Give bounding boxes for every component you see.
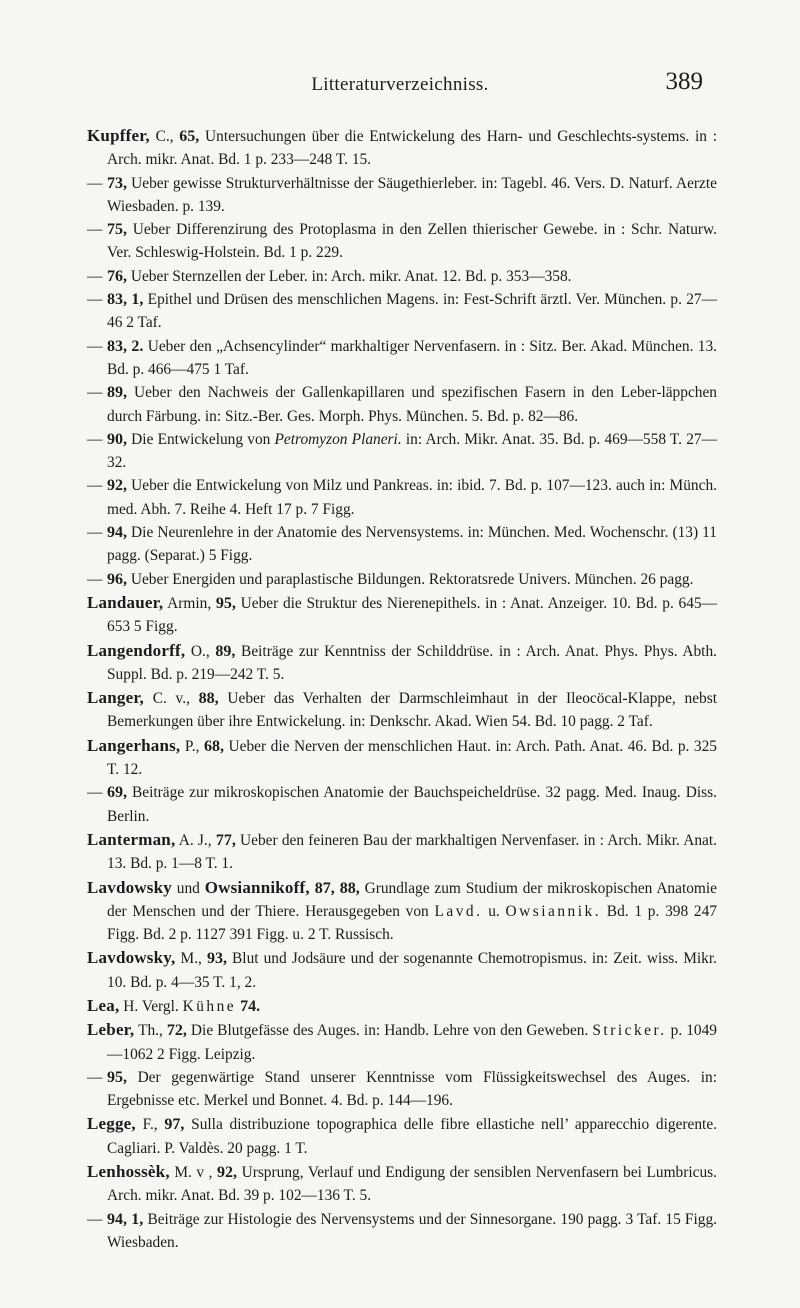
bibliography-list [87, 124, 717, 1254]
entry-text: Der gegenwärtige Stand unserer Kenntnisse vom Flüssigkeitswechsel des Auges. in: Ergebnisse etc. Merkel und Bonnet. 4. Bd. p. 144—196. [107, 1068, 717, 1110]
entry-text: Die Neurenlehre in der Anatomie des Nervensystems. in: München. Med. Wochenschr. (13) 11 pagg. (Separat.) 5 Figg. [107, 524, 717, 565]
page-number: 389 [665, 68, 703, 95]
entry-year: 92, [107, 477, 127, 495]
entry-year: 83, 2. [107, 337, 144, 355]
bibliography-entry [87, 568, 717, 591]
bibliography-entry [87, 521, 717, 568]
entry-text: Blut und Jodsäure und der sogenannte Chemotropismus. in: Zeit. wiss. Mikr. 10. Bd. p. 4—35 T. 1, 2. [107, 950, 717, 991]
entry-spaced-name: Lavd. [434, 902, 483, 920]
bibliography-entry [87, 288, 717, 335]
entry-text: Ueber den „Achsencylinder“ markhaltiger Nervenfasern. in : Sitz. Ber. Akad. München. 13. Bd. p. 466—475 1 Taf. [107, 337, 717, 378]
entry-text: Ursprung, Verlauf und Endigung der sensiblen Nervenfasern bei Lumbricus. Arch. mikr. Anat. Bd. 39 p. 102—136 T. 5. [107, 1164, 717, 1205]
entry-conjunction: und [171, 879, 205, 897]
entry-year: 92, [217, 1164, 238, 1182]
entry-spaced-name-2: Owsiannik. [505, 902, 602, 920]
bibliography-entry [87, 781, 717, 828]
entry-year: 75, [107, 221, 127, 239]
bibliography-entry [87, 828, 717, 876]
bibliography-entry [87, 474, 717, 521]
entry-author: Langerhans, [87, 735, 181, 755]
entry-author: Landauer, [87, 592, 164, 612]
entry-author: Kupffer, [87, 126, 150, 145]
bibliography-entry [87, 1066, 717, 1113]
ditto-dash: — [87, 477, 103, 495]
entry-text-cont: u. [482, 902, 506, 920]
entry-text: Ueber den feineren Bau der markhaltigen Nervenfaser. in : Arch. Mikr. Anat. 13. Bd. p. 1—8 T. 1. [107, 831, 717, 873]
entry-spaced-name: Kühne [182, 997, 237, 1015]
entry-initials: F., [135, 1116, 165, 1134]
ditto-dash: — [87, 267, 103, 285]
entry-year: 88, [198, 690, 219, 708]
entry-author: Langendorff, [87, 640, 186, 660]
entry-text: Grundlage zum Studium der mikroskopischen Anatomie der Menschen und der Thiere. Herausgegeben von [107, 879, 718, 920]
bibliography-entry [87, 265, 717, 288]
entry-initials: A. J., [175, 831, 216, 849]
running-title: Litteraturverzeichniss. [311, 74, 489, 95]
entry-italic-title: Petromyzon Planeri. [274, 430, 402, 448]
bibliography-entry [87, 381, 717, 428]
bibliography-entry [87, 124, 717, 172]
entry-text: Ueber Differenzirung des Protoplasma in den Zellen thierischer Gewebe. in : Schr. Naturw. Ver. Schleswig-Holstein. Bd. 1 p. 229. [107, 221, 717, 262]
entry-text: Beiträge zur Kenntniss der Schilddrüse. in : Arch. Anat. Phys. Phys. Abth. Suppl. Bd. p. 219—242 T. 5. [107, 642, 718, 683]
bibliography-entry [87, 1018, 717, 1066]
bibliography-entry [87, 639, 717, 687]
bibliography-entry [87, 1208, 717, 1255]
entry-text-end: Bd. 1 p. 398 247 Figg. Bd. 2 p. 1127 391 Figg. u. 2 T. Russisch. [107, 902, 717, 944]
entry-text: Untersuchungen über die Entwickelung des Harn- und Geschlechts-systems. in : Arch. mikr. Anat. Bd. 1 p. 233—248 T. 15. [107, 128, 718, 169]
bibliography-entry [87, 428, 717, 475]
entry-text: Ueber Energiden und paraplastische Bildungen. Rektoratsrede Univers. München. 26 pagg. [127, 570, 694, 588]
entry-text: Ueber den Nachweis der Gallenkapillaren und spezifischen Fasern in den Leber-läppchen durch Färbung. in: Sitz.-Ber. Ges. Morph. Phys. München. 5. Bd. p. 82—86. [107, 384, 717, 425]
bibliography-entry [87, 591, 717, 639]
entry-initials: C. v., [143, 690, 199, 708]
bibliography-entry [87, 335, 717, 382]
entry-text: Ueber gewisse Strukturverhältnisse der Säugethierleber. in: Tagebl. 46. Vers. D. Naturf. Aerzte Wiesbaden. p. 139. [107, 174, 717, 215]
entry-year: 90, [107, 430, 127, 448]
ditto-dash: — [87, 291, 103, 309]
entry-year: 77, [215, 831, 236, 849]
bibliography-entry [87, 994, 717, 1018]
ditto-dash: — [87, 337, 103, 355]
ditto-dash: — [87, 221, 103, 239]
entry-year: 95, [107, 1068, 127, 1086]
entry-initials: M. v , [169, 1164, 218, 1182]
entry-initials: P., [180, 737, 204, 755]
bibliography-entry [87, 686, 717, 734]
entry-year: 94, [107, 524, 127, 542]
entry-text: Die Entwickelung von [127, 430, 275, 448]
ditto-dash: — [87, 384, 103, 402]
ditto-dash: — [87, 174, 103, 192]
entry-year: 95, [215, 594, 236, 612]
ditto-dash: — [87, 1210, 103, 1228]
entry-text: Ueber die Nerven der menschlichen Haut. in: Arch. Path. Anat. 46. Bd. p. 325 T. 12. [107, 737, 718, 779]
entry-text: H. Vergl. [119, 997, 183, 1015]
entry-author: Lea, [87, 995, 120, 1015]
entry-initials: Armin, [163, 594, 216, 612]
entry-author: Langer, [87, 688, 144, 708]
entry-initials: M., [175, 950, 207, 968]
ditto-dash: — [87, 784, 103, 802]
entry-author: Legge, [87, 1114, 136, 1134]
entry-text: Sulla distribuzione topographica delle fibre ellastiche nell’ apparecchio digerente. Cagliari. P. Valdès. 20 pagg. 1 T. [107, 1116, 718, 1157]
entry-year: 83, 1, [107, 291, 144, 309]
entry-year: 74. [236, 997, 261, 1015]
entry-author: Leber, [87, 1020, 135, 1040]
ditto-dash: — [87, 524, 103, 542]
ditto-dash: — [87, 570, 103, 588]
bibliography-entry [87, 1160, 717, 1208]
ditto-dash: — [87, 1068, 103, 1086]
entry-text: Ueber die Struktur des Nierenepithels. in : Anat. Anzeiger. 10. Bd. p. 645—653 5 Figg. [107, 594, 717, 636]
entry-year: 73, [107, 174, 127, 192]
bibliography-entry [87, 946, 717, 994]
entry-year: 96, [107, 570, 127, 588]
entry-year: 94, 1, [107, 1210, 144, 1228]
entry-author: Lenhossèk, [87, 1162, 170, 1182]
entry-text: Ueber das Verhalten der Darmschleimhaut in der Ileocöcal-Klappe, nebst Bemerkungen über ihre Entwickelung. in: Denkschr. Akad. Wien 54. Bd. 10 pagg. 2 Taf. [107, 690, 717, 731]
entry-text: Die Blutgefässe des Auges. in: Handb. Lehre von den Geweben. [186, 1022, 593, 1040]
entry-spaced-name: Stricker. [592, 1022, 667, 1040]
entry-year: 76, [107, 267, 127, 285]
entry-text: Beiträge zur Histologie des Nervensystems und der Sinnesorgane. 190 pagg. 3 Taf. 15 Figg. Wiesbaden. [107, 1210, 718, 1251]
entry-author: Lanterman, [87, 829, 176, 849]
entry-text: Ueber die Entwickelung von Milz und Pankreas. in: ibid. 7. Bd. p. 107—123. auch in: Münch. med. Abh. 7. Reihe 4. Heft 17 p. 7 Figg. [107, 477, 717, 518]
entry-author-2: Owsiannikoff, [204, 877, 310, 897]
bibliography-entry [87, 1112, 717, 1160]
entry-text-end: p. 1049—1062 2 Figg. Leipzig. [107, 1022, 717, 1063]
entry-year: 72, [166, 1022, 187, 1040]
entry-year: 69, [107, 784, 127, 802]
entry-initials: Th., [134, 1022, 167, 1040]
bibliography-entry [87, 734, 717, 782]
entry-year: 97, [164, 1116, 185, 1134]
entry-year: 93, [206, 950, 227, 968]
entry-author: Lavdowsky, [87, 948, 176, 968]
bibliography-entry [87, 876, 717, 947]
entry-year: 89, [215, 642, 236, 660]
bibliography-entry [87, 218, 717, 265]
entry-year: 65, [179, 128, 200, 145]
ditto-dash: — [87, 430, 103, 448]
entry-text: Ueber Sternzellen der Leber. in: Arch. mikr. Anat. 12. Bd. p. 353—358. [127, 267, 572, 285]
entry-year: 89, [107, 384, 127, 402]
entry-text: Beiträge zur mikroskopischen Anatomie der Bauchspeicheldrüse. 32 pagg. Med. Inaug. Diss. Berlin. [107, 784, 717, 825]
entry-year: 87, 88, [309, 879, 360, 897]
bibliography-entry [87, 172, 717, 219]
entry-initials: O., [185, 642, 216, 660]
entry-text-cont: in: Arch. Mikr. Anat. 35. Bd. p. 469—558 T. 27—32. [107, 430, 717, 472]
page-header [0, 68, 800, 108]
entry-initials: C., [149, 128, 180, 145]
entry-year: 68, [203, 737, 224, 755]
entry-author: Lavdowsky [87, 877, 172, 897]
entry-text: Epithel und Drüsen des menschlichen Magens. in: Fest-Schrift ärztl. Ver. München. p. 27—46 2 Taf. [107, 291, 717, 332]
